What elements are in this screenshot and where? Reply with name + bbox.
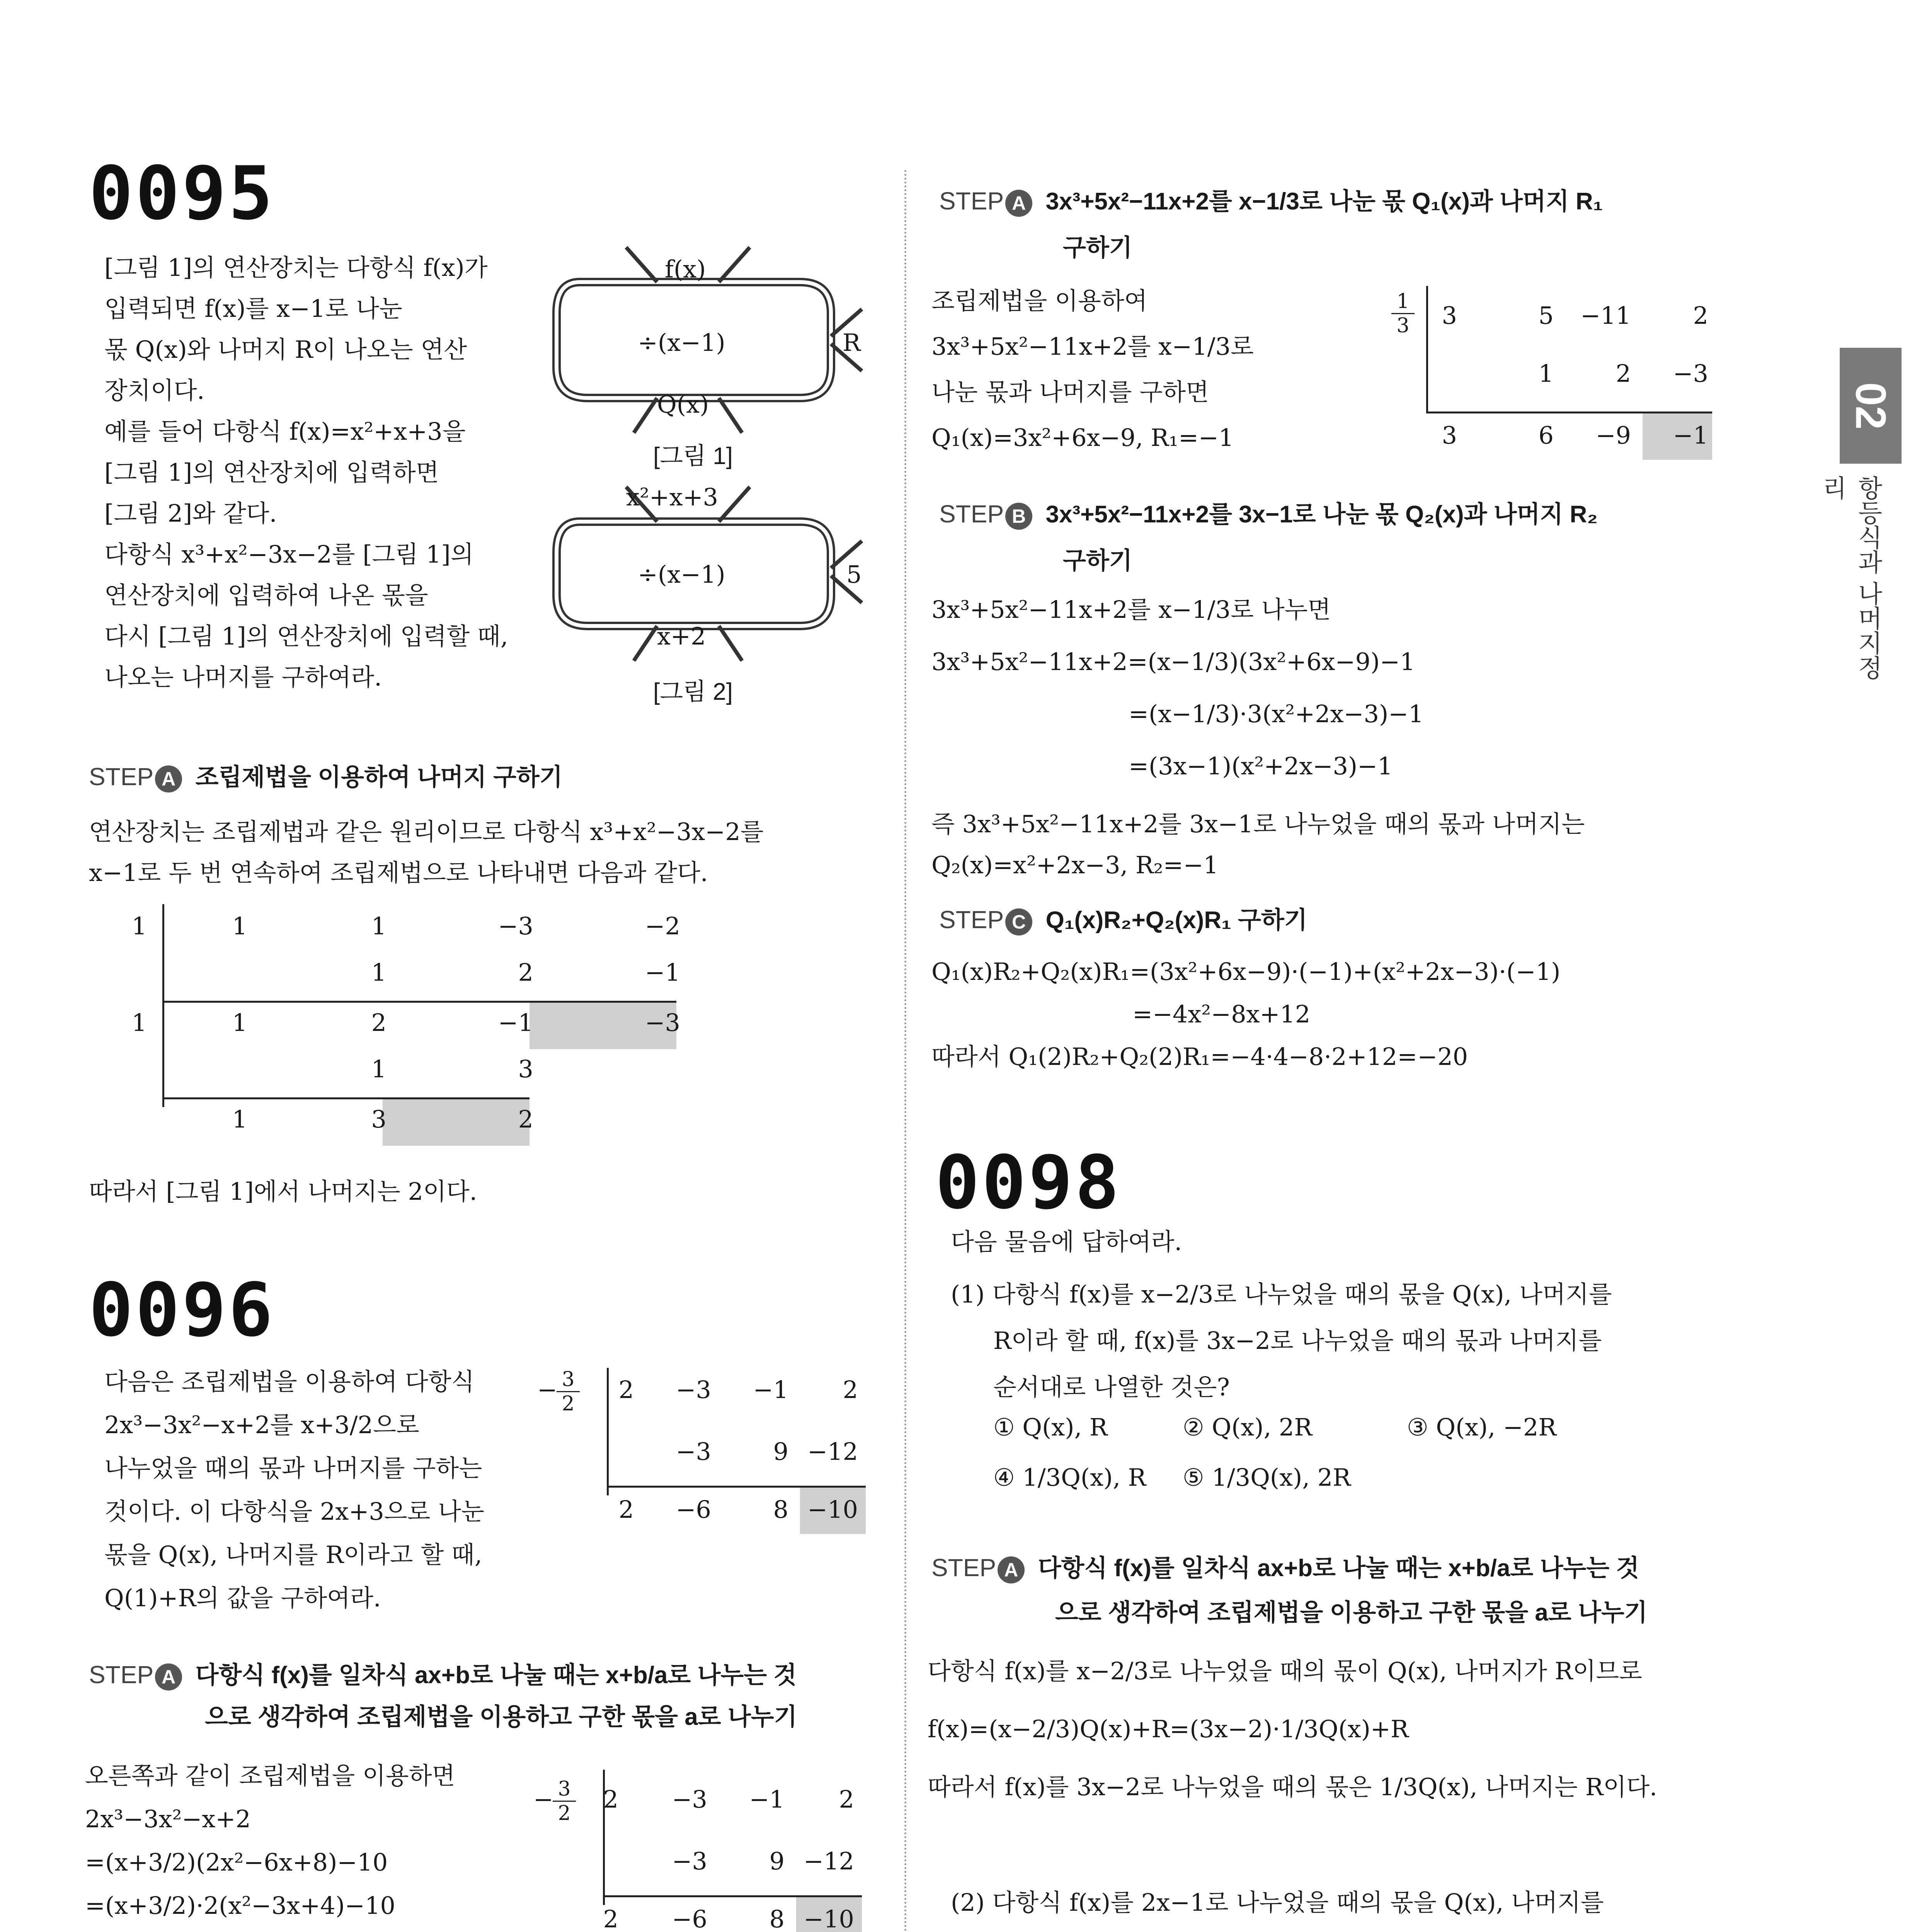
body-line: =(x+3/2)(2x²−6x+8)−10 [85, 1848, 388, 1876]
divisor-sign: − [537, 1376, 557, 1404]
synthetic-division-0097 [1384, 286, 1716, 464]
step-body [931, 583, 1424, 792]
choice: ④ 1/3Q(x), R [993, 1463, 1146, 1492]
divisor: 1 [131, 1009, 147, 1037]
step-label: STEP [939, 500, 1004, 528]
partial: 9 [773, 1437, 788, 1466]
divisor-denominator: 2 [562, 1392, 575, 1415]
result: −9 [1595, 421, 1631, 449]
body-line: =(x−1/3)·3(x²+2x−3)−1 [1129, 700, 1424, 728]
result: 1 [232, 1105, 247, 1133]
partial: −3 [1673, 359, 1708, 388]
step-body [85, 1754, 455, 1932]
problem-line: 다항식 x³+x²−3x−2를 [그림 1]의 [104, 540, 474, 568]
problem-line: 것이다. 이 다항식을 2x+3으로 나눈 [104, 1497, 485, 1526]
problem-line: 다시 [그림 1]의 연산장치에 입력할 때, [104, 622, 508, 650]
body-line [85, 1927, 455, 1932]
problem-line: 나오는 나머지를 구하여라. [104, 663, 382, 691]
body-line: 나눈 몫과 나머지를 구하면 [931, 378, 1209, 406]
step-heading [939, 491, 1598, 584]
body-line: =(3x−1)(x²+2x−3)−1 [1129, 752, 1393, 780]
partial: 1 [371, 1055, 386, 1083]
coefficient: −1 [749, 1785, 785, 1813]
question-line: R이라 할 때, f(x)를 3x−2로 나누었을 때의 몫과 나머지를 [993, 1327, 1602, 1355]
body-line: 오른쪽과 같이 조립제법을 이용하면 [85, 1762, 455, 1790]
divisor: 1 [131, 912, 147, 940]
fig2-input: x²+x+3 [626, 483, 718, 511]
step-title: Q₁(x)R₂+Q₂(x)R₁ 구하기 [1045, 907, 1308, 934]
step-badge: A [998, 1556, 1025, 1583]
partial: −12 [807, 1437, 858, 1466]
result: 2 [371, 1009, 386, 1037]
problem-line: 몫 Q(x)와 나머지 R이 나오는 연산 [104, 335, 467, 364]
body-line: =−4x²−8x+12 [1132, 1000, 1311, 1028]
fig2-caption: [그림 2] [653, 679, 733, 705]
divisor-numerator: 3 [553, 1777, 576, 1802]
problem-number: 0098 [935, 1140, 1122, 1225]
result: 2 [603, 1905, 618, 1932]
problem-intro: 다음 물음에 답하여라. [951, 1228, 1182, 1256]
step-badge: A [1005, 190, 1032, 217]
body-line: 즉 3x³+5x²−11x+2를 3x−1로 나누었을 때의 몫과 나머지는 [931, 810, 1585, 838]
result: 8 [769, 1905, 785, 1932]
result: −1 [498, 1009, 533, 1037]
partial: 3 [518, 1055, 533, 1083]
fig1-caption: [그림 1] [653, 443, 733, 469]
step-label: STEP [89, 763, 154, 791]
result: −6 [672, 1905, 707, 1932]
fig1-operation: ÷(x−1) [638, 328, 725, 357]
step-badge: A [155, 1663, 182, 1690]
question-1 [951, 1271, 1612, 1410]
problem-line: 다음은 조립제법을 이용하여 다항식 [104, 1367, 475, 1396]
problem-number: 0096 [89, 1267, 275, 1353]
synthetic-division-0096-repeat [533, 1770, 866, 1932]
step-title: 다항식 f(x)를 일차식 ax+b로 나눌 때는 x+b/a로 나누는 것 [1038, 1555, 1639, 1582]
fig2-quotient: x+2 [657, 622, 706, 650]
step-badge: B [1005, 503, 1032, 530]
coefficient: −3 [676, 1376, 711, 1404]
fig2-operation: ÷(x−1) [638, 560, 725, 588]
problem-line: 2x³−3x²−x+2를 x+3/2으로 [104, 1411, 419, 1439]
coefficient: 2 [1693, 301, 1708, 330]
step-body [931, 951, 1560, 1078]
coefficient: 2 [839, 1785, 854, 1813]
divisor-numerator: 3 [557, 1368, 580, 1392]
question-line: (1) 다항식 f(x)를 x−2/3로 나누었을 때의 몫을 Q(x), 나머지를 [951, 1280, 1612, 1308]
problem-line: [그림 1]의 연산장치에 입력하면 [104, 458, 439, 486]
problem-line: 장치이다. [104, 376, 205, 405]
fig1-input: f(x) [665, 255, 706, 283]
body-line: Q₁(x)=3x²+6x−9, R₁=−1 [931, 423, 1234, 452]
problem-number: 0095 [89, 151, 275, 236]
problem-line: 나누었을 때의 몫과 나머지를 구하는 [104, 1454, 482, 1482]
coefficient: 1 [371, 912, 386, 940]
body-line: f(x)=(x−2/3)Q(x)+R=(3x−2)·1/3Q(x)+R [928, 1715, 1409, 1743]
body-line: 따라서 f(x)를 3x−2로 나누었을 때의 몫은 1/3Q(x), 나머지는 R이다. [928, 1773, 1657, 1801]
result-remainder: −1 [1673, 421, 1708, 449]
step-label: STEP [939, 906, 1004, 934]
fig1-remainder: R [843, 328, 861, 357]
step-body [931, 804, 1585, 886]
step-label: STEP [939, 187, 1004, 215]
step-heading [931, 1546, 1648, 1635]
coefficient: −11 [1580, 301, 1631, 330]
step-title: 으로 생각하여 조립제법을 이용하고 구한 몫을 a로 나누기 [205, 1704, 797, 1730]
choice: ② Q(x), 2R [1183, 1413, 1313, 1441]
result-remainder: −10 [804, 1905, 854, 1932]
column-divider [904, 170, 906, 1932]
chapter-number: 02 [1847, 382, 1895, 430]
body-line: Q₂(x)=x²+2x−3, R₂=−1 [931, 851, 1219, 879]
result-remainder: −3 [645, 1009, 680, 1037]
divisor-denominator: 2 [558, 1802, 571, 1825]
question-line: (2) 다항식 f(x)를 2x−1로 나누었을 때의 몫을 Q(x), 나머지를 [951, 1888, 1604, 1917]
question-line: 순서대로 나열한 것은? [993, 1373, 1230, 1401]
body-line: 3x³+5x²−11x+2를 x−1/3로 [931, 332, 1254, 361]
problem-0096-text [104, 1360, 484, 1620]
chapter-title: 항등식과 나머지정리 [1819, 475, 1882, 680]
step-heading [89, 757, 563, 797]
partial: −3 [672, 1847, 707, 1875]
chapter-tab [1840, 348, 1902, 464]
fig2-remainder: 5 [846, 560, 862, 588]
partial: −3 [676, 1437, 711, 1466]
coefficient: 3 [1442, 301, 1457, 330]
step-title: 조립제법을 이용하여 나머지 구하기 [195, 764, 563, 791]
step-badge: A [155, 765, 182, 793]
problem-line: 몫을 Q(x), 나머지를 R이라고 할 때, [104, 1541, 482, 1569]
result: 1 [232, 1009, 247, 1037]
body-line: =(x+3/2)·2(x²−3x+4)−10 [85, 1891, 395, 1920]
body-line: x−1로 두 번 연속하여 조립제법으로 나타내면 다음과 같다. [89, 859, 708, 887]
coefficient: 2 [603, 1785, 618, 1813]
step-badge: C [1005, 908, 1032, 935]
body-line: 3x³+5x²−11x+2를 x−1/3로 나누면 [931, 595, 1331, 624]
coefficient: −3 [498, 912, 533, 940]
question-line [951, 1927, 1610, 1932]
step-title: 다항식 f(x)를 일차식 ax+b로 나눌 때는 x+b/a로 나누는 것 [195, 1662, 797, 1689]
choice: ⑤ 1/3Q(x), 2R [1183, 1463, 1351, 1492]
step-body [928, 1642, 1657, 1816]
synthetic-division-0096 [537, 1368, 881, 1538]
conclusion: 따라서 [그림 1]에서 나머지는 2이다. [89, 1177, 477, 1206]
result: −6 [676, 1495, 711, 1524]
coefficient: 5 [1538, 301, 1554, 330]
coefficient: 2 [618, 1376, 634, 1404]
divisor-numerator: 1 [1391, 290, 1415, 314]
coefficient: −2 [645, 912, 680, 940]
result: 3 [1442, 421, 1457, 449]
partial: 1 [1538, 359, 1554, 388]
problem-line: 예를 들어 다항식 f(x)=x²+x+3을 [104, 417, 466, 446]
partial: −12 [804, 1847, 854, 1875]
partial: 2 [1616, 359, 1631, 388]
step-heading [89, 1654, 797, 1738]
step-title: 구하기 [1063, 548, 1132, 574]
body-line: 연산장치는 조립제법과 같은 원리이므로 다항식 x³+x²−3x−2를 [89, 818, 764, 846]
fig1-quotient: Q(x) [657, 390, 709, 418]
partial: 1 [371, 958, 386, 986]
step-label: STEP [931, 1554, 996, 1582]
problem-line: 연산장치에 입력하여 나온 몫을 [104, 581, 428, 609]
problem-line: 입력되면 f(x)를 x−1로 나눈 [104, 294, 402, 323]
step-label: STEP [89, 1661, 154, 1689]
result: 3 [371, 1105, 386, 1133]
step-body [89, 811, 764, 893]
step-title: 구하기 [1063, 235, 1132, 261]
result-remainder: 2 [518, 1105, 533, 1133]
problem-line: [그림 2]와 같다. [104, 499, 277, 527]
question-2 [951, 1878, 1610, 1932]
synthetic-division-0095 [108, 904, 688, 1175]
step-heading [939, 178, 1603, 271]
step-title: 으로 생각하여 조립제법을 이용하고 구한 몫을 a로 나누기 [1055, 1599, 1648, 1626]
body-line: 조립제법을 이용하여 [931, 287, 1147, 315]
partial: 2 [518, 958, 533, 986]
problem-line: Q(1)+R의 값을 구하여라. [104, 1584, 381, 1612]
problem-0095-text [104, 247, 508, 698]
coefficient: 1 [232, 912, 247, 940]
result: 6 [1538, 421, 1554, 449]
step-heading [939, 900, 1308, 940]
result: 2 [618, 1495, 634, 1524]
coefficient: −1 [753, 1376, 788, 1404]
body-line: 다항식 f(x)를 x−2/3로 나누었을 때의 몫이 Q(x), 나머지가 R이므로 [928, 1657, 1643, 1685]
choice: ① Q(x), R [993, 1413, 1108, 1441]
coefficient: −3 [672, 1785, 707, 1813]
body-line: Q₁(x)R₂+Q₂(x)R₁=(3x²+6x−9)·(−1)+(x²+2x−3)·(−1) [931, 957, 1561, 986]
step-title: 3x³+5x²−11x+2를 3x−1로 나눈 몫 Q₂(x)과 나머지 R₂ [1045, 501, 1598, 528]
body-line: 따라서 Q₁(2)R₂+Q₂(2)R₁=−4·4−8·2+12=−20 [931, 1043, 1468, 1071]
partial: −1 [645, 958, 680, 986]
choice: ③ Q(x), −2R [1407, 1413, 1556, 1441]
coefficient: 2 [843, 1376, 858, 1404]
result-remainder: −10 [807, 1495, 858, 1524]
partial: 9 [769, 1847, 785, 1875]
result: 8 [773, 1495, 788, 1524]
step-title: 3x³+5x²−11x+2를 x−1/3로 나눈 몫 Q₁(x)과 나머지 R₁ [1045, 188, 1603, 215]
divisor-sign: − [533, 1785, 553, 1813]
body-line: 3x³+5x²−11x+2=(x−1/3)(3x²+6x−9)−1 [931, 648, 1415, 676]
body-line: 2x³−3x²−x+2 [85, 1805, 251, 1833]
problem-line: [그림 1]의 연산장치는 다항식 f(x)가 [104, 253, 488, 282]
divisor-denominator: 3 [1396, 314, 1410, 337]
step-body [931, 278, 1254, 461]
